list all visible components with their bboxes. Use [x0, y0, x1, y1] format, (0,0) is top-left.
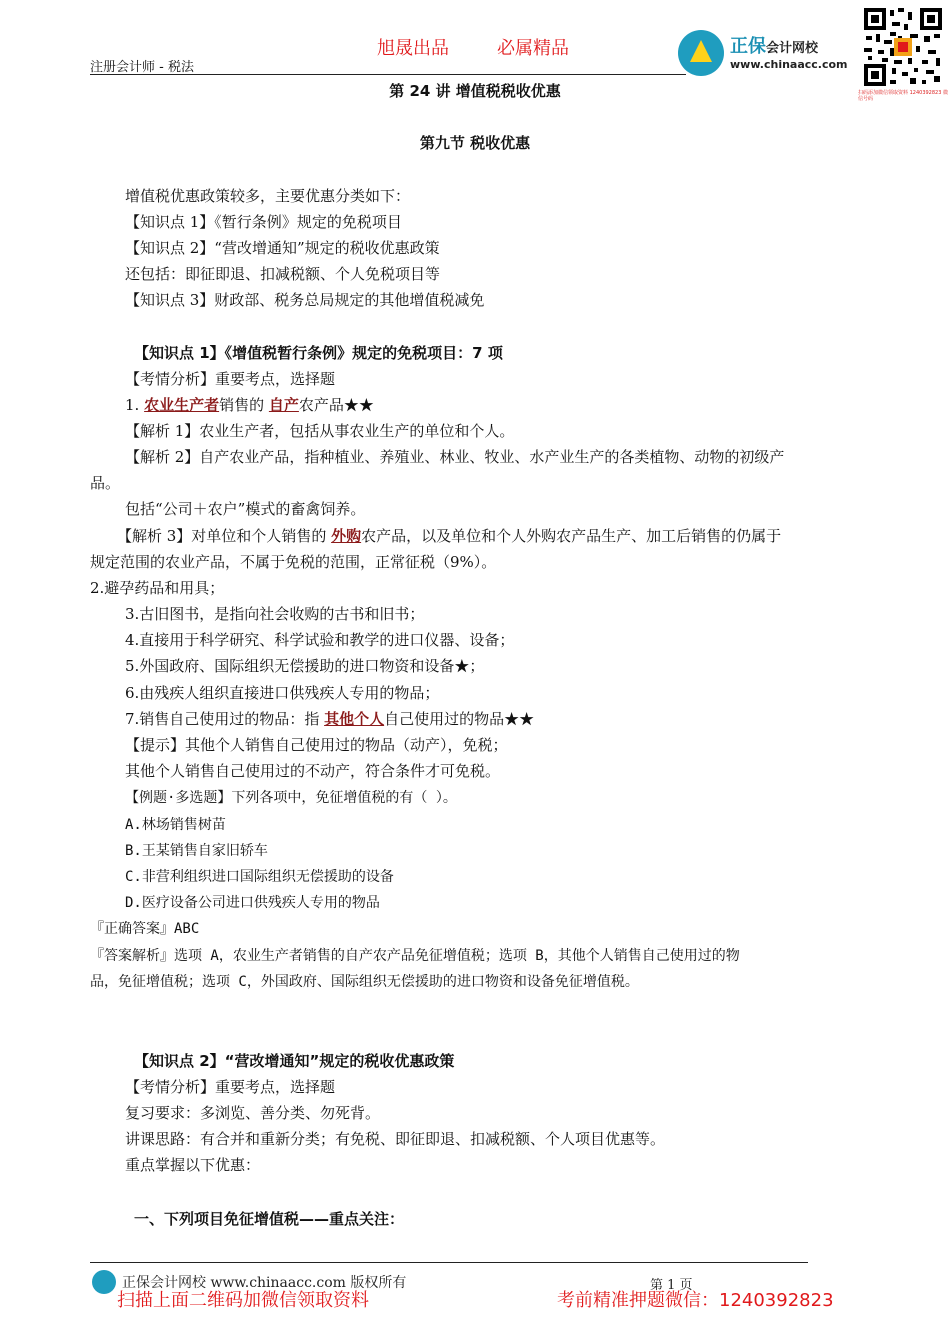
exempt-item-6: 6.由残疾人组织直接进口供残疾人专用的物品； — [125, 684, 440, 702]
logo-url: www.chinaacc.com — [730, 58, 848, 71]
course-name: 注册会计师 - 税法 — [90, 60, 194, 75]
option-b: B.王某销售自家旧轿车 — [125, 843, 268, 859]
page-number: 第 1 页 — [650, 1278, 693, 1293]
qr-note: 扫码添加微信领取资料 1240392823 微信号码 — [858, 90, 948, 102]
example-question: 【例题·多选题】下列各项中，免征增值税的有（ ）。 — [125, 790, 457, 806]
footer-logo-icon — [92, 1270, 116, 1294]
outline-item: 【知识点 3】财政部、税务总局规定的其他增值税减免 — [125, 291, 485, 309]
outline-note: 还包括：即征即退、扣减税额、个人免税项目等 — [125, 265, 441, 283]
review-requirement: 复习要求：多浏览、善分类、勿死背。 — [125, 1104, 381, 1122]
exempt-item-7: 7.销售自己使用过的物品：指 其他个人自己使用过的物品★★ — [125, 710, 535, 728]
highlight-term: 农业生产者 — [144, 396, 220, 414]
exam-analysis: 【考情分析】重要考点，选择题 — [125, 1078, 336, 1096]
qr-code-icon — [862, 6, 944, 88]
outline-item: 【知识点 2】“营改增通知”规定的税收优惠政策 — [125, 239, 440, 257]
promo-left: 旭晟出品 — [377, 38, 449, 59]
analysis-3: 【解析 3】对单位和个人销售的 外购农产品，以及单位和个人外购农产品生产、加工后销售的仍属于 — [117, 527, 782, 545]
exempt-item-3: 3.古旧图书，是指向社会收购的古书和旧书； — [125, 605, 425, 623]
intro-line: 增值税优惠政策较多，主要优惠分类如下： — [125, 187, 411, 205]
analysis-2: 【解析 2】自产农业产品，指种植业、养殖业、林业、牧业、水产业生产的各类植物、动物的初级产 — [125, 448, 785, 466]
exempt-item-1: 1. 农业生产者销售的 自产农产品★★ — [125, 396, 374, 414]
promo-right: 必属精品 — [497, 38, 569, 59]
highlight-term: 外购 — [331, 527, 362, 545]
lecture-title: 第 24 讲 增值税税收优惠 — [389, 82, 561, 100]
answer-explanation: 『答案解析』选项 A，农业生产者销售的自产农产品免征增值税；选项 B，其他个人销售自己使用过的物 — [90, 948, 740, 964]
outline-item: 【知识点 1】《暂行条例》规定的免税项目 — [125, 213, 402, 231]
analysis-1: 【解析 1】农业生产者，包括从事农业生产的单位和个人。 — [125, 422, 515, 440]
answer-explanation-cont: 品，免征增值税；选项 C，外国政府、国际组织无偿援助的进口物资和设备免征增值税。 — [90, 974, 639, 990]
correct-answer: 『正确答案』ABC — [90, 921, 200, 937]
analysis-2-note: 包括“公司＋农户”模式的畜禽饲养。 — [125, 500, 366, 518]
option-c: C.非营利组织进口国际组织无偿援助的设备 — [125, 869, 394, 885]
exempt-item-4: 4.直接用于科学研究、科学试验和教学的进口仪器、设备； — [125, 631, 515, 649]
highlight-term: 其他个人 — [324, 710, 385, 728]
exam-analysis: 【考情分析】重要考点，选择题 — [125, 370, 336, 388]
exempt-item-2: 2.避孕药品和用具； — [90, 579, 225, 597]
analysis-3-cont: 规定范围的农业产品，不属于免税的范围，正常征税（9%）。 — [90, 553, 497, 571]
tip-2: 其他个人销售自己使用过的不动产，符合条件才可免税。 — [125, 762, 501, 780]
analysis-2-cont: 品。 — [90, 474, 121, 492]
exempt-item-5: 5.外国政府、国际组织无偿援助的进口物资和设备★； — [125, 657, 485, 675]
lecture-approach: 讲课思路：有合并和重新分类；有免税、即征即退、扣减税额、个人项目优惠等。 — [125, 1130, 666, 1148]
logo-brand: 正保会计网校 — [730, 36, 819, 57]
knowledge-point-2-heading: 【知识点 2】“营改增通知”规定的税收优惠政策 — [134, 1052, 455, 1070]
promo-footer-left: 扫描上面二维码加微信领取资料 — [117, 1290, 369, 1311]
tip-1: 【提示】其他个人销售自己使用过的物品（动产），免税； — [125, 736, 508, 754]
option-a: A.林场销售树苗 — [125, 817, 226, 833]
promo-footer-right: 考前精准押题微信：1240392823 — [557, 1290, 834, 1311]
knowledge-point-1-heading: 【知识点 1】《增值税暂行条例》规定的免税项目：7 项 — [134, 344, 503, 362]
highlight-term: 自产 — [268, 396, 299, 414]
logo-emblem-icon — [678, 30, 724, 76]
copyright: 正保会计网校 www.chinaacc.com 版权所有 — [122, 1275, 407, 1291]
footer-rule — [90, 1262, 808, 1263]
subsection-heading: 一、下列项目免征增值税——重点关注： — [134, 1210, 405, 1228]
option-d: D.医疗设备公司进口供残疾人专用的物品 — [125, 895, 380, 911]
chinaacc-logo[interactable] — [678, 28, 858, 78]
section-title: 第九节 税收优惠 — [419, 134, 531, 152]
header-rule — [90, 74, 686, 75]
key-points-intro: 重点掌握以下优惠： — [125, 1156, 261, 1174]
